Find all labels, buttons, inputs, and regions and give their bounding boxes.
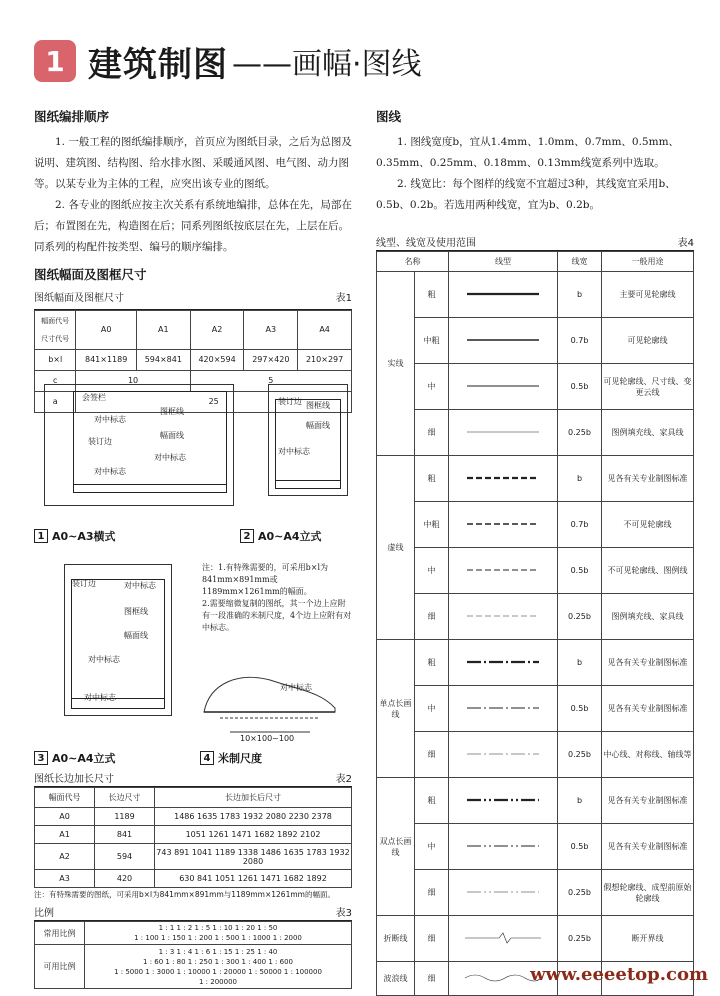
line-name: 虚线: [377, 456, 415, 640]
table-cell: 594×841: [136, 350, 190, 371]
paragraph: 1. 一般工程的图纸编排顺序，首页应为图纸目录，之后为总图及说明、建筑图、结构图、给水排水图、采暖通风图、电气图、动力图等。以某专业为主体的工程，应突出该专业的图纸。: [34, 136, 352, 190]
line-sample: [449, 732, 558, 778]
figure-label: 幅面线: [306, 421, 330, 430]
table-cell: 420×594: [190, 350, 244, 371]
figure-label: 对中标志: [154, 453, 186, 462]
line-sample: [449, 824, 558, 870]
table-cell: 630 841 1051 1261 1471 1682 1892: [155, 870, 352, 888]
caption-text: 比例: [34, 908, 54, 919]
figure-label: 对中标志: [124, 581, 156, 590]
line-name: 波浪线: [377, 962, 415, 996]
line-width: 0.25b: [558, 594, 602, 640]
line-usage: 见各有关专业制图标准: [602, 824, 694, 870]
title-block: [275, 480, 341, 481]
figure-1-sheet: [44, 384, 234, 506]
caption-text: 图纸幅面及图框尺寸: [34, 293, 124, 304]
table-cell: 210×297: [298, 350, 352, 371]
line-weight: 细: [415, 870, 449, 916]
line-usage: 见各有关专业制图标准: [602, 456, 694, 502]
line-weight: 中: [415, 548, 449, 594]
table-3-block: [34, 904, 352, 989]
line-sample: [449, 456, 558, 502]
caption-text: 图纸长边加长尺寸: [34, 774, 114, 785]
figure-caption: [200, 750, 262, 766]
table-cell: A4: [298, 311, 352, 350]
caption-text: A0~A4立式: [258, 530, 322, 543]
line-width: 0.25b: [558, 732, 602, 778]
line-usage: 假想轮廓线、成型前原始轮廓线: [602, 870, 694, 916]
table-cell: c: [35, 371, 76, 392]
line-weight: 细: [415, 410, 449, 456]
table-cell: 25: [76, 392, 352, 413]
frame-line: [71, 579, 165, 709]
table-2-block: [34, 770, 352, 902]
page-header: [34, 36, 422, 86]
table-cell: 594: [95, 844, 155, 870]
line-name: 折断线: [377, 916, 415, 962]
line-width: b: [558, 456, 602, 502]
line-sample: [449, 502, 558, 548]
table-caption: [34, 904, 352, 921]
table-cell: 常用比例: [35, 922, 85, 945]
figure-number: 1: [34, 529, 48, 543]
table-number: 表2: [335, 774, 352, 785]
line-sample-svg: [463, 886, 543, 898]
line-sample: [449, 640, 558, 686]
table-cell: 名称: [377, 252, 449, 272]
table-cell: 长边加长后尺寸: [155, 788, 352, 808]
line-sample: [449, 778, 558, 824]
title-block: [73, 484, 227, 485]
line-sample-svg: [463, 840, 543, 852]
line-weight: 中: [415, 824, 449, 870]
line-usage: 不可见轮廓线、图例线: [602, 548, 694, 594]
line-sample-svg: [463, 932, 543, 944]
figure-label: 对中标志: [84, 693, 116, 702]
section-title: 图线: [376, 109, 402, 124]
line-weight: 细: [415, 594, 449, 640]
table-caption: [376, 234, 694, 251]
line-width: 0.5b: [558, 364, 602, 410]
figure-number: 3: [34, 751, 48, 765]
table-cell: 420: [95, 870, 155, 888]
line-sample-svg: [463, 748, 543, 760]
figure-note: 注：1.有特殊需要的，可采用b×l为841mm×891mm或1189mm×1261mm的幅面。 2.需要缩微复制的图纸，其一个边上应附有一段准确的米制尺度，4个边上应附有对中标志。: [202, 563, 352, 632]
line-usage: 不可见轮廓线: [602, 502, 694, 548]
line-width: b: [558, 272, 602, 318]
line-weight: 细: [415, 962, 449, 996]
page-title: 建筑制图: [88, 44, 228, 85]
line-weight: 粗: [415, 456, 449, 502]
line-sample-svg: [463, 288, 543, 300]
figure-caption: [34, 528, 116, 544]
line-weight: 中: [415, 686, 449, 732]
table-cell: 1 : 3 1 : 4 1 : 6 1 : 15 1 : 25 1 : 40 1 : 60 1 : 80 1 : 250 1 : 300 1 : 400 1 : 600 1 : 5000 1 : 3000 1 : 10000 1 : 20000 1 : 50000 1 : 100000 1 : 200000: [85, 945, 352, 989]
line-usage: 可见轮廓线、尺寸线、变更云线: [602, 364, 694, 410]
table-cell: A3: [35, 870, 95, 888]
caption-text: 米制尺度: [218, 752, 262, 765]
figure-label: 对中标志: [278, 447, 310, 456]
line-weight: 中粗: [415, 502, 449, 548]
figure-caption: [240, 528, 322, 544]
line-sample: [449, 318, 558, 364]
line-width: 0.5b: [558, 548, 602, 594]
table-cell: 线型: [449, 252, 558, 272]
line-sample-svg: [463, 656, 543, 668]
figure-number: 2: [240, 529, 254, 543]
table-cell: 841×1189: [76, 350, 137, 371]
chapter-number: 1: [34, 40, 76, 82]
line-sample-svg: [463, 610, 543, 622]
line-weight: 中: [415, 364, 449, 410]
table-2: [34, 787, 352, 888]
line-sample: [449, 916, 558, 962]
left-column: [34, 108, 352, 413]
line-sample-svg: [463, 564, 543, 576]
line-sample-stroke: [465, 933, 541, 943]
figure-label: 对中标志: [94, 415, 126, 424]
paragraph: 2. 线宽比：每个图样的线宽不宜超过3种，其线宽宜采用b、0.5b、0.2b。若选用两种线宽，宜为b、0.2b。: [376, 178, 676, 211]
line-width: b: [558, 640, 602, 686]
table-number: 表1: [335, 293, 352, 304]
line-usage: 见各有关专业制图标准: [602, 778, 694, 824]
line-width: 0.25b: [558, 916, 602, 962]
line-usage: 见各有关专业制图标准: [602, 640, 694, 686]
line-usage: 见各有关专业制图标准: [602, 686, 694, 732]
line-weight: 粗: [415, 272, 449, 318]
line-sample: [449, 272, 558, 318]
line-sample-svg: [463, 702, 543, 714]
table-cell: 可用比例: [35, 945, 85, 989]
line-sample: [449, 548, 558, 594]
figure-label: 图框线: [160, 407, 184, 416]
table-cell: 1189: [95, 808, 155, 826]
figure-label: 对中标志: [280, 683, 312, 692]
figure-label: 对中标志: [88, 655, 120, 664]
table-cell: 10: [76, 371, 190, 392]
section-title: 图纸编排顺序: [34, 109, 110, 124]
table-cell: A2: [190, 311, 244, 350]
table-4: [376, 251, 694, 996]
line-sample-svg: [463, 794, 543, 806]
table-cell: 幅面代号 尺寸代号: [35, 311, 76, 350]
line-sample-svg: [463, 426, 543, 438]
line-width: 0.25b: [558, 870, 602, 916]
table-cell: 5: [190, 371, 351, 392]
line-width: b: [558, 778, 602, 824]
line-width: 0.5b: [558, 686, 602, 732]
figure-label: 幅面线: [160, 431, 184, 440]
table-cell: b×l: [35, 350, 76, 371]
table-cell: 1 : 1 1 : 2 1 : 5 1 : 10 1 : 20 1 : 50 1 : 100 1 : 150 1 : 200 1 : 500 1 : 1000 1 : 2000: [85, 922, 352, 945]
line-width: 0.5b: [558, 824, 602, 870]
line-weight: 粗: [415, 778, 449, 824]
line-name: 单点长画线: [377, 640, 415, 778]
figure-label: 装订边: [88, 437, 112, 446]
table-cell: 1051 1261 1471 1682 1892 2102: [155, 826, 352, 844]
frame-line: [275, 399, 341, 489]
figure-label: 幅面线: [124, 631, 148, 640]
table-caption: [34, 290, 352, 310]
table-caption: [34, 770, 352, 787]
line-weight: 细: [415, 916, 449, 962]
figure-label: 图框线: [124, 607, 148, 616]
line-sample: [449, 410, 558, 456]
table-cell: 1486 1635 1783 1932 2080 2230 2378: [155, 808, 352, 826]
line-usage: 中心线、对称线、轴线等: [602, 732, 694, 778]
section-title: 图纸幅面及图框尺寸: [34, 267, 147, 282]
table-cell: 幅面代号: [35, 788, 95, 808]
line-sample-svg: [463, 380, 543, 392]
line-sample: [449, 870, 558, 916]
table-3: [34, 921, 352, 989]
line-sample: [449, 594, 558, 640]
line-width: 0.7b: [558, 318, 602, 364]
table-cell: A1: [35, 826, 95, 844]
table-cell: 743 891 1041 1189 1338 1486 1635 1783 1932 2080: [155, 844, 352, 870]
table-cell: 线宽: [558, 252, 602, 272]
line-weight: 中粗: [415, 318, 449, 364]
line-usage: 可见轮廓线: [602, 318, 694, 364]
table-cell: A2: [35, 844, 95, 870]
figure-label: 装订边: [278, 397, 302, 406]
table-number: 表4: [677, 238, 694, 249]
table-cell: 841: [95, 826, 155, 844]
figure-label: 装订边: [72, 579, 96, 588]
line-weight: 粗: [415, 640, 449, 686]
table-cell: 长边尺寸: [95, 788, 155, 808]
line-sample-svg: [463, 518, 543, 530]
figure-caption: [34, 750, 116, 766]
figure-label: 图框线: [306, 401, 330, 410]
line-sample-svg: [463, 472, 543, 484]
line-name: 实线: [377, 272, 415, 456]
paragraph: 2. 各专业的图纸应按主次关系有系统地编排，总体在先，局部在后；布置图在先，构造图在后；同系列图纸按底层在先，上层在后。同系列的构配件按类型、编号的顺序编排。: [34, 199, 352, 253]
line-name: 双点长画线: [377, 778, 415, 916]
table-note: 注：有特殊需要的图纸，可采用b×l为841mm×891mm与1189mm×1261mm的幅面。: [34, 890, 335, 899]
table-cell: A1: [136, 311, 190, 350]
figure-4-ruler: [200, 662, 350, 742]
table-cell: 297×420: [244, 350, 298, 371]
line-usage: 主要可见轮廓线: [602, 272, 694, 318]
paragraph: 1. 图线宽度b，宜从1.4mm、1.0mm、0.7mm、0.5mm、0.35mm、0.25mm、0.18mm、0.13mm线宽系列中选取。: [376, 136, 680, 169]
figure-number: 4: [200, 751, 214, 765]
line-usage: 图例填充线、家具线: [602, 410, 694, 456]
table-cell: 一般用途: [602, 252, 694, 272]
table-number: 表3: [335, 908, 352, 919]
figure-label: 对中标志: [94, 467, 126, 476]
table-cell: a: [35, 392, 76, 413]
line-sample: [449, 686, 558, 732]
line-width: 0.7b: [558, 502, 602, 548]
table-4-block: [376, 234, 694, 996]
caption-text: A0~A3横式: [52, 530, 116, 543]
line-weight: 细: [415, 732, 449, 778]
watermark: www.eeeetop.com: [530, 964, 708, 985]
right-column: [376, 108, 694, 216]
caption-text: 线型、线宽及使用范围: [376, 238, 476, 249]
dimension-label: 10×100~100: [240, 734, 295, 743]
table-cell: A0: [35, 808, 95, 826]
figure-label: 会签栏: [82, 393, 106, 402]
table-cell: A0: [76, 311, 137, 350]
table-cell: A3: [244, 311, 298, 350]
line-usage: 断开界线: [602, 916, 694, 962]
line-width: 0.25b: [558, 410, 602, 456]
page-subtitle: ——画幅·图线: [232, 47, 422, 82]
caption-text: A0~A4立式: [52, 752, 116, 765]
line-usage: 图例填充线、家具线: [602, 594, 694, 640]
line-sample: [449, 364, 558, 410]
line-sample-svg: [463, 334, 543, 346]
